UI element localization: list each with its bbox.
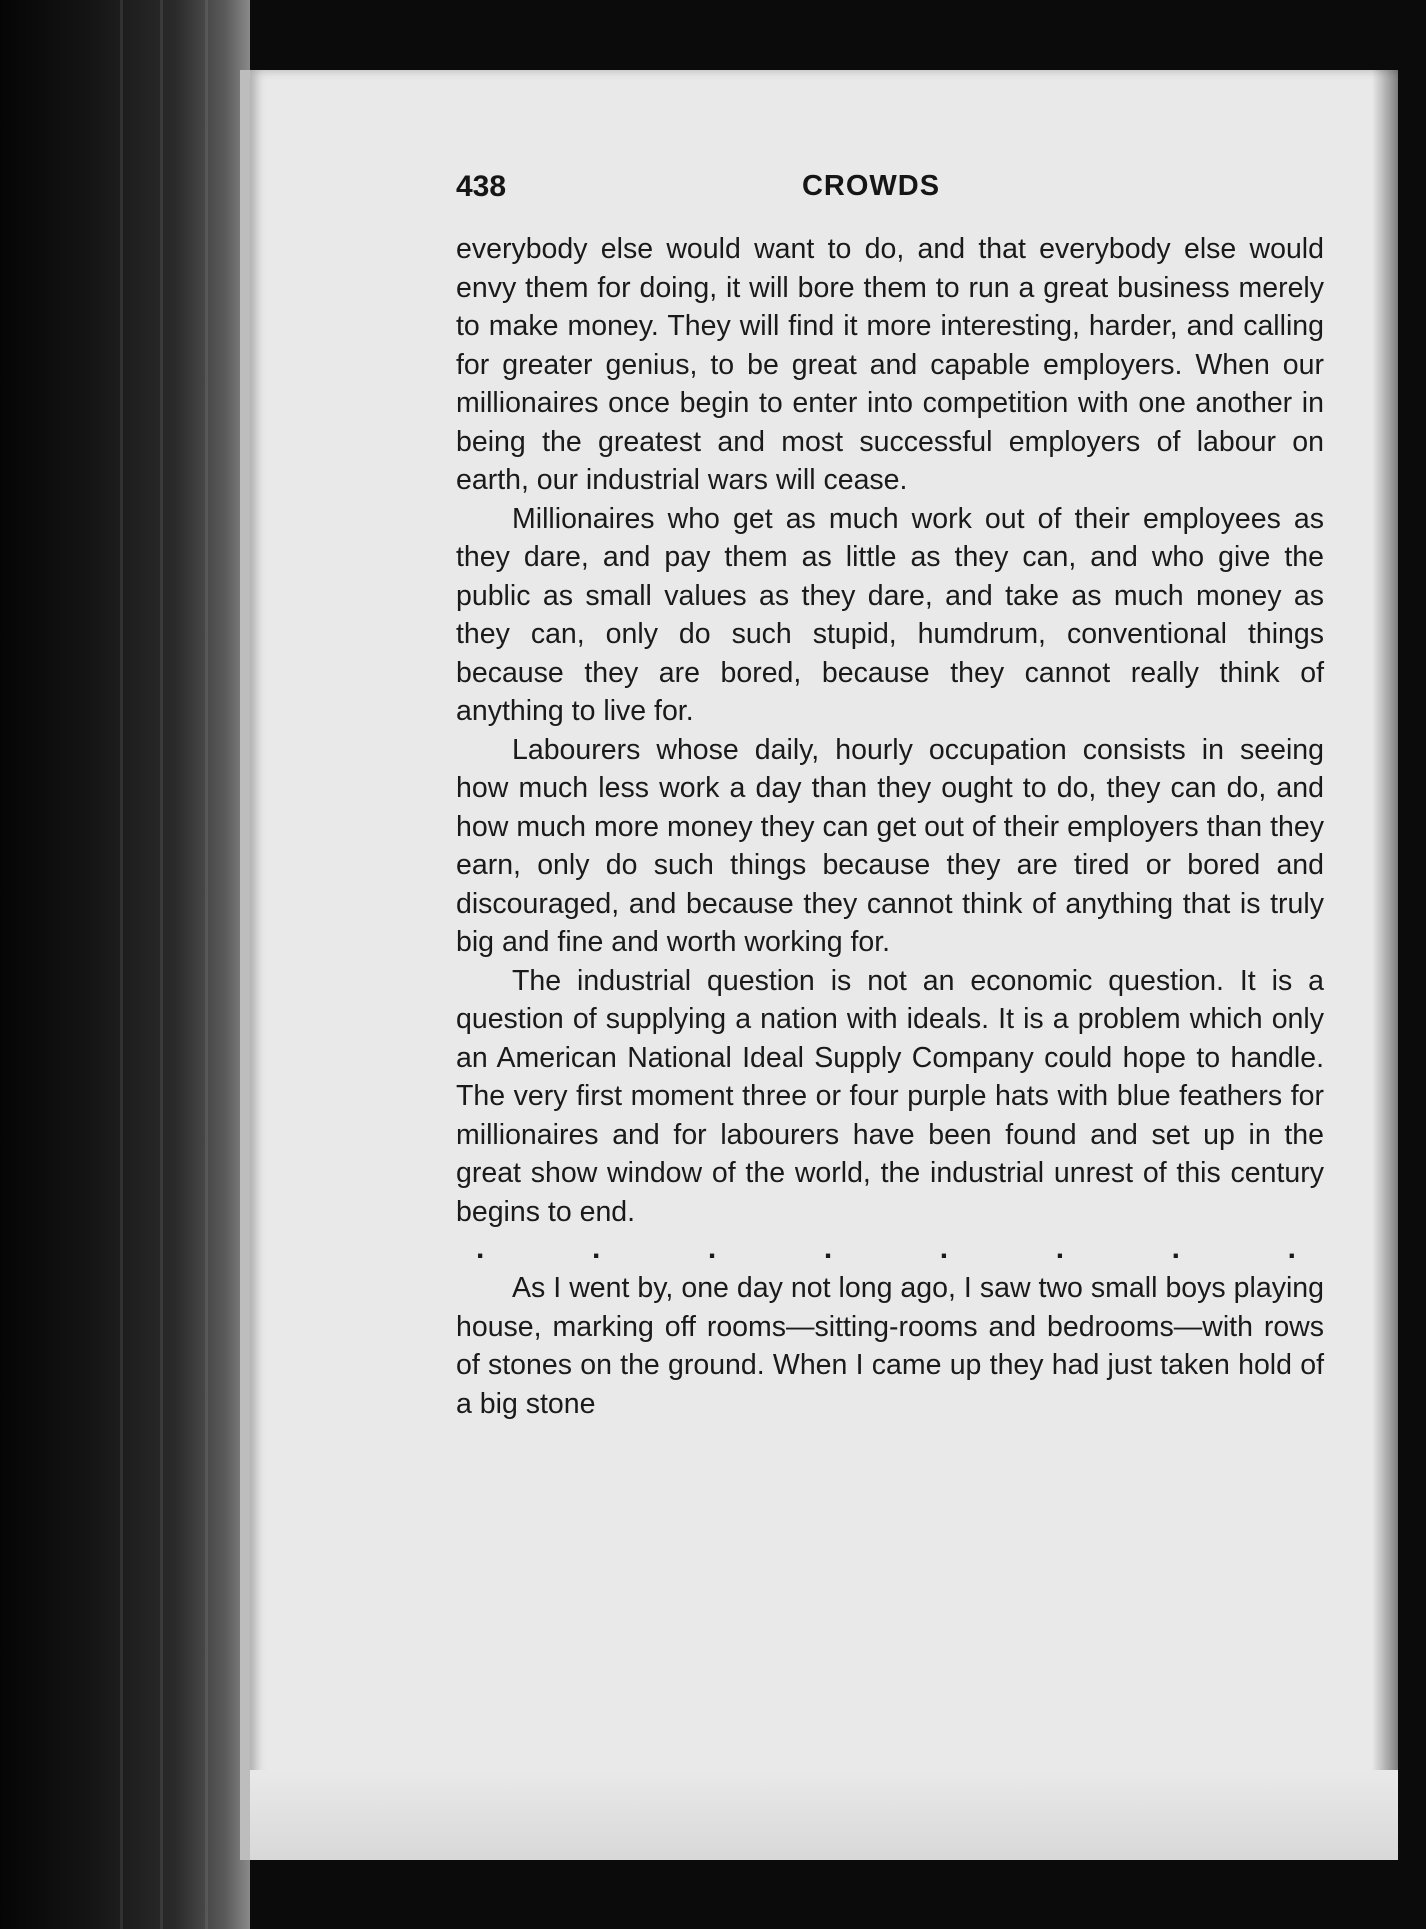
- spine-streak: [205, 0, 208, 1929]
- page-bottom-edge: [250, 1770, 1398, 1860]
- page-header: [456, 170, 1286, 220]
- paragraph: As I went by, one day not long ago, I saw two small boys playing house, marking off rooms—sitting-rooms and bedrooms—with rows of stones on the ground. When I came up they had just taken hold of a big stone: [456, 1272, 1324, 1420]
- separator-dot: .: [823, 1232, 833, 1265]
- book-spine: [0, 0, 250, 1929]
- separator-dot: .: [939, 1232, 949, 1265]
- separator-dot: .: [1055, 1232, 1065, 1265]
- spine-streak: [120, 0, 123, 1929]
- book-page: [240, 70, 1398, 1860]
- paragraph: The industrial question is not an economic question. It is a question of supplying a nation with ideals. It is a problem which only an American National Ideal Supply Company could hope to handle. The very first moment three or four purple hats with blue feathers for millionaires and for labourers have been found and set up in the great show window of the world, the industrial unrest of this century begins to end.: [456, 964, 1324, 1228]
- page-number: 438: [456, 170, 507, 203]
- separator-dot: .: [1171, 1232, 1180, 1265]
- paragraph: Labourers whose daily, hourly occupation consists in seeing how much less work a day than they ought to do, they can do, and how much more money they can get out of their employers than they earn, only do such things because they are tired or bored and discouraged, and because they cannot think of anything that is truly big and fine and worth working for.: [456, 733, 1324, 958]
- paragraph: everybody else would want to do, and that everybody else would envy them for doing, it will bore them to run a great business merely to make money. They will find it more interesting, harder, and calling for greater genius, to be great and capable employers. When our millionaires once begin to enter into competition with one another in being the greatest and most successful employers of labour on earth, our industrial wars will cease.: [456, 233, 1324, 496]
- running-head: CROWDS: [801, 170, 941, 202]
- body-text: [456, 230, 1324, 1423]
- separator-dot: .: [476, 1232, 485, 1265]
- page-edge-shadow: [1372, 70, 1398, 1860]
- paragraph: Millionaires who get as much work out of their employees as they dare, and pay them as little as they can, and who give the public as small values as they dare, and take as much money as they can, only do such stupid, humdrum, conventional things because they are bored, because they cannot really think of anything to live for.: [456, 502, 1324, 727]
- spine-streak: [160, 0, 163, 1929]
- separator-dot: .: [1287, 1232, 1296, 1265]
- separator-dot: .: [591, 1232, 601, 1265]
- separator-dot: .: [707, 1232, 717, 1265]
- section-separator: [476, 1232, 1296, 1265]
